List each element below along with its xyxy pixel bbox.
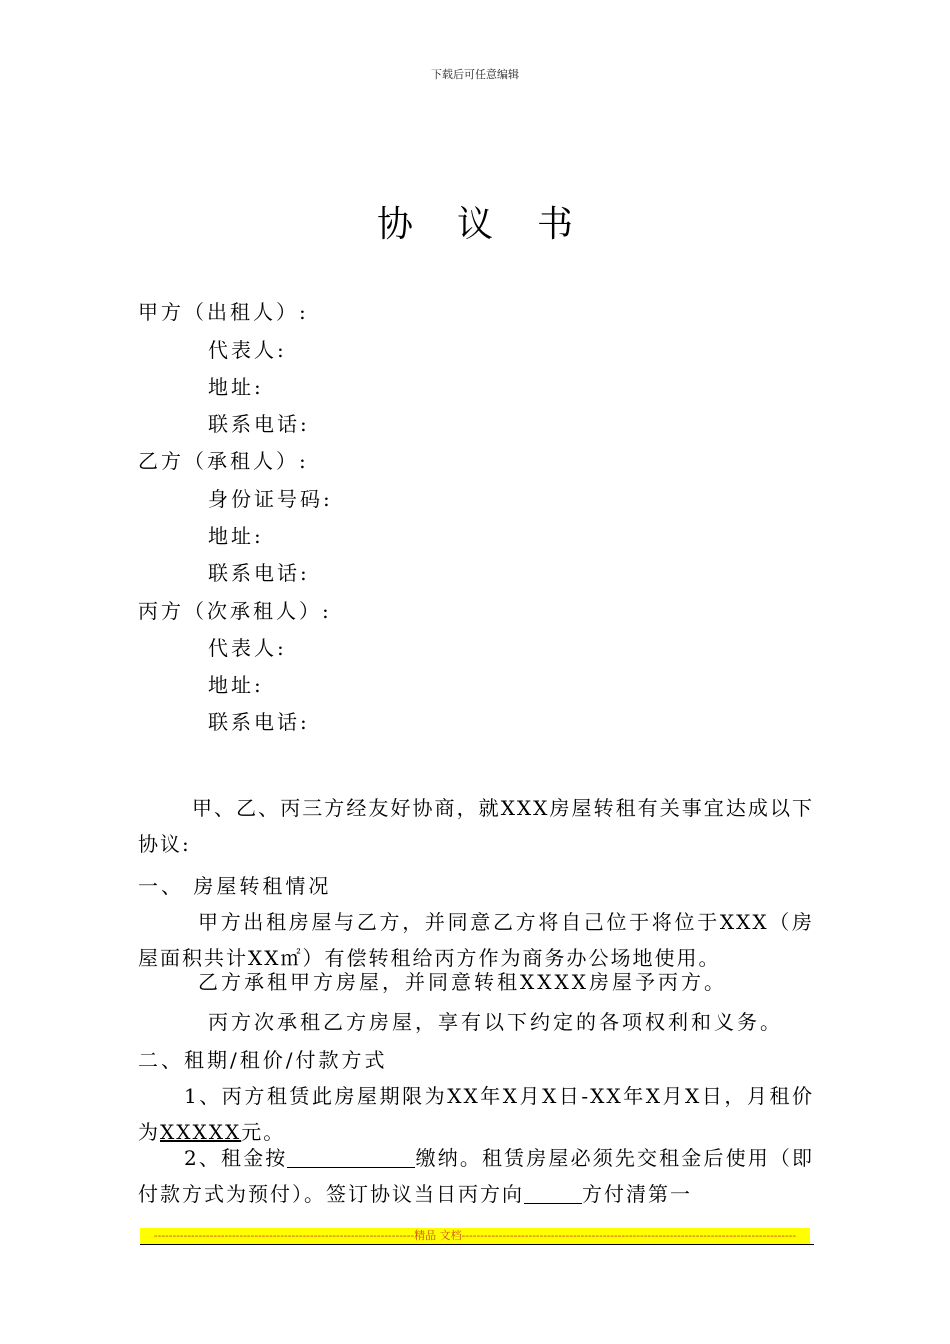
monthly-rent-amount: XXXXX bbox=[160, 1120, 242, 1144]
section-1-paragraph-1: 甲方出租房屋与乙方，并同意乙方将自己位于将位于XXX（房屋面积共计XX㎡）有偿转租给丙方作为商务办公场地使用。 bbox=[138, 910, 814, 970]
party-a-representative: 代表人: bbox=[208, 338, 287, 362]
currency-unit: 元。 bbox=[241, 1120, 286, 1144]
party-b-heading: 乙方（承租人）: bbox=[138, 449, 309, 473]
section-2-paragraph-2 bbox=[138, 1140, 814, 1212]
document-title: 协议书 bbox=[376, 204, 617, 245]
footer-banner bbox=[140, 1228, 810, 1244]
intro-paragraph: 甲、乙、丙三方经友好协商，就XXX房屋转租有关事宜达成以下协议: bbox=[138, 796, 814, 856]
payment-text-c: 方付清第一 bbox=[582, 1182, 692, 1206]
section-1-paragraph-3: 丙方次承租乙方房屋，享有以下约定的各项权利和义务。 bbox=[208, 1010, 783, 1034]
party-c-phone: 联系电话: bbox=[208, 710, 310, 734]
party-c-heading: 丙方（次承租人）: bbox=[138, 599, 332, 623]
footer-dashes-right: ------------------------------------------------------------------------------------------ bbox=[461, 1229, 797, 1242]
party-b-id-number: 身份证号码: bbox=[208, 487, 333, 511]
party-b-address: 地址: bbox=[208, 524, 264, 548]
party-a-address: 地址: bbox=[208, 375, 264, 399]
party-c-address: 地址: bbox=[208, 673, 264, 697]
section-1-heading: 一、 房屋转租情况 bbox=[138, 874, 332, 898]
header-note: 下载后可任意编辑 bbox=[431, 68, 519, 81]
payment-text-b: 缴纳。租赁房屋必须先交租金后使用（即付款方式为预付）。签订协议当日丙方向 bbox=[138, 1146, 814, 1206]
party-a-heading: 甲方（出租人）: bbox=[138, 300, 309, 324]
footer-dashes-left: ---------------------------------------------------------------------- bbox=[153, 1229, 415, 1242]
footer-rule bbox=[140, 1244, 814, 1245]
payment-period-blank bbox=[287, 1145, 415, 1168]
payee-blank bbox=[524, 1181, 582, 1204]
footer-label: 精品 文档 bbox=[414, 1229, 462, 1242]
payment-text-a: 2、租金按 bbox=[184, 1146, 288, 1170]
party-c-representative: 代表人: bbox=[208, 636, 287, 660]
party-b-phone: 联系电话: bbox=[208, 561, 310, 585]
party-a-phone: 联系电话: bbox=[208, 412, 310, 436]
section-1-paragraph-2: 乙方承租甲方房屋，并同意转租XXXX房屋予丙方。 bbox=[198, 970, 727, 994]
term-text: 1、丙方租赁此房屋期限为XX年X月X日-XX年X月X日，月租价为 bbox=[138, 1084, 814, 1144]
section-2-heading: 二、租期/租价/付款方式 bbox=[138, 1048, 388, 1072]
